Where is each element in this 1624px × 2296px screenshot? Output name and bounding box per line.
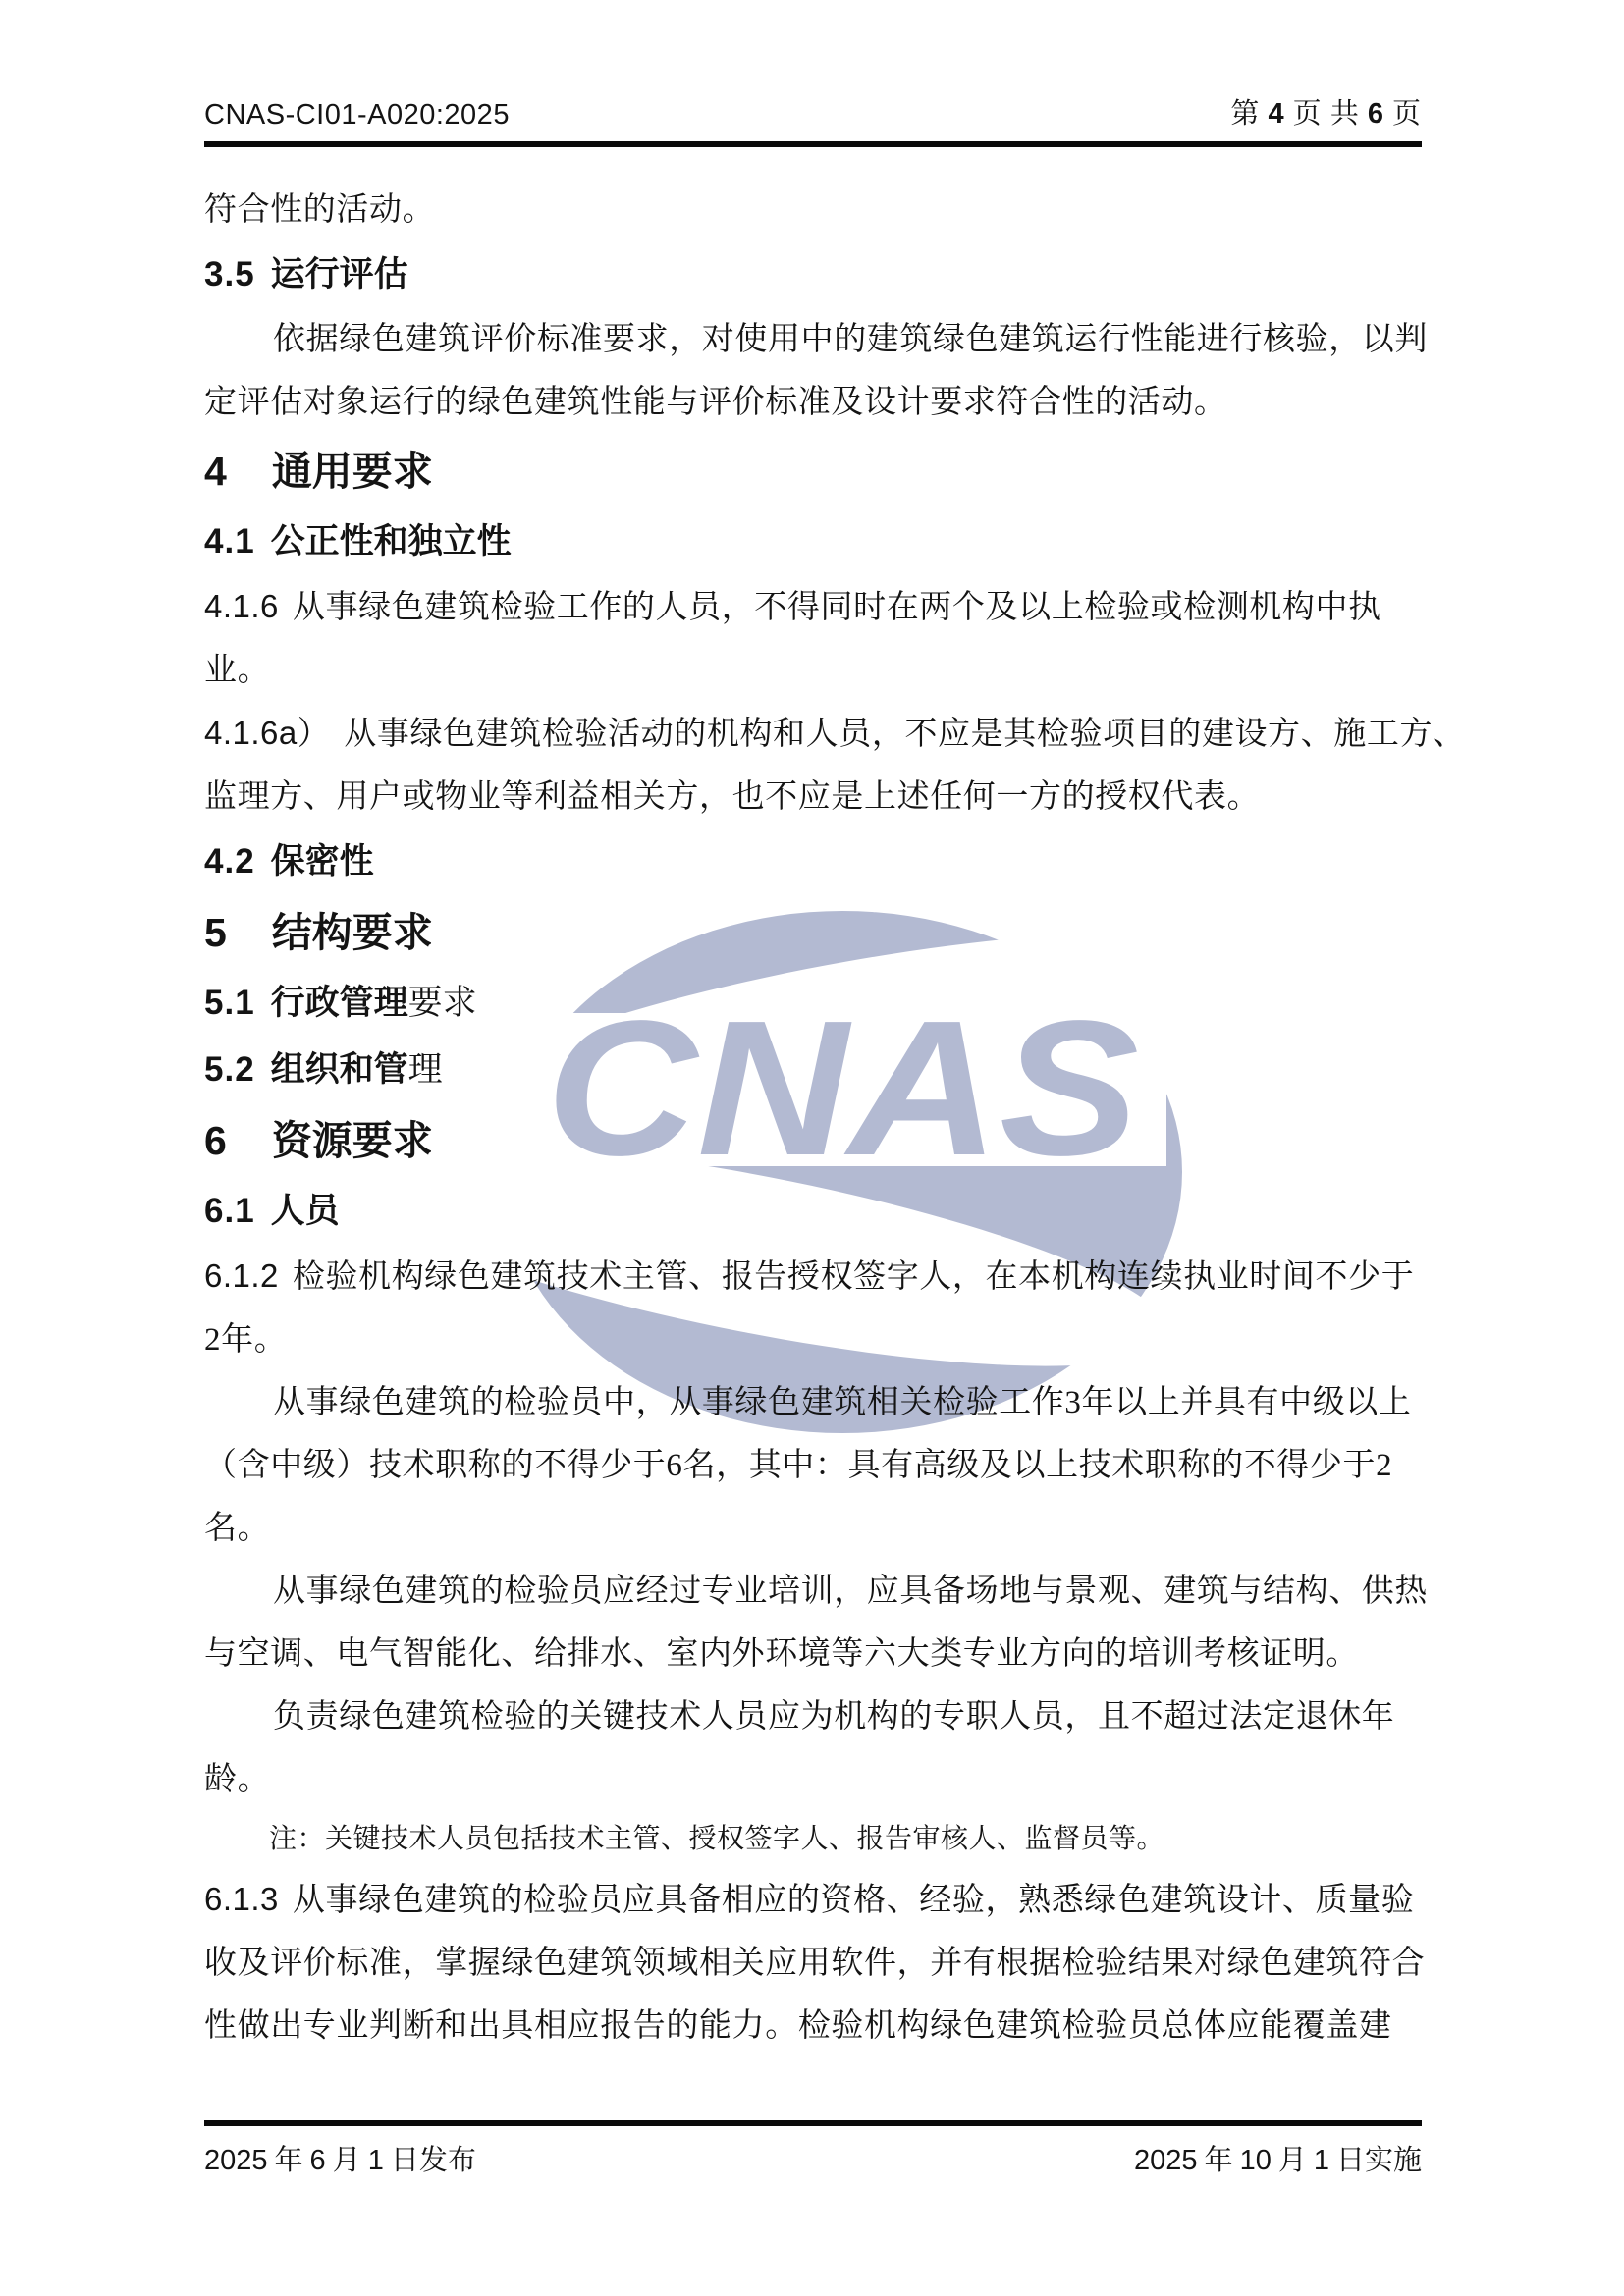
paragraph-line — [204, 1245, 1422, 1308]
clause-number: 6.1.3 — [204, 1881, 279, 1917]
clause-number: 4 — [204, 449, 227, 494]
document-body — [204, 179, 1466, 2057]
heading-text-light: 理 — [407, 1050, 443, 1089]
subsection-heading-6-1 — [204, 1178, 1422, 1245]
paragraph-line: 从事绿色建筑的检验员应经过专业培训，应具备场地与景观、建筑与结构、供热 — [273, 1574, 1428, 1609]
subsection-heading-3-5 — [204, 241, 1422, 308]
clause-number: 6 — [204, 1118, 227, 1163]
heading-text: 结构要求 — [271, 910, 433, 955]
clause-number: 5.1 — [204, 984, 255, 1022]
paragraph-line: 定评估对象运行的绿色建筑性能与评价标准及设计要求符合性的活动。 — [204, 385, 1227, 420]
page-label-mid: 页 共 — [1292, 98, 1360, 130]
paragraph-line: 名。 — [204, 1511, 271, 1546]
issue-month-label: 月 — [332, 2145, 361, 2176]
clause-number: 6.1.2 — [204, 1257, 279, 1294]
paragraph-line: 与空调、电气智能化、给排水、室内外环境等六大类专业方向的培训考核证明。 — [204, 1636, 1359, 1672]
paragraph-line: 业。 — [204, 653, 271, 688]
paragraph-line: 性做出专业判断和出具相应报告的能力。检验机构绿色建筑检验员总体应能覆盖建 — [204, 2008, 1392, 2044]
section-heading-5 — [204, 895, 1422, 970]
paragraph-line: 监理方、用户或物业等利益相关方，也不应是上述任何一方的授权代表。 — [204, 779, 1261, 815]
subsection-heading-5-1 — [204, 970, 1422, 1037]
heading-text: 运行评估 — [270, 255, 408, 294]
paragraph-text: 从事绿色建筑的检验员应具备相应的资格、经验，熟悉绿色建筑设计、质量验 — [292, 1883, 1415, 1918]
note-line: 注：关键技术人员包括技术主管、授权签字人、报告审核人、监督员等。 — [269, 1824, 1165, 1854]
page-indicator — [1230, 91, 1422, 132]
current-page-number: 4 — [1268, 98, 1285, 130]
paragraph-line: 依据绿色建筑评价标准要求，对使用中的建筑绿色建筑运行性能进行核验，以判 — [273, 322, 1428, 357]
page-label-suffix: 页 — [1391, 98, 1422, 130]
issue-month: 6 — [309, 2145, 326, 2176]
clause-number: 4.2 — [204, 842, 255, 881]
implement-year-label: 年 — [1204, 2145, 1233, 2176]
subsection-heading-4-2 — [204, 828, 1422, 895]
paragraph-line: 龄。 — [204, 1762, 271, 1797]
heading-text: 通用要求 — [271, 449, 433, 494]
paragraph-line: 从事绿色建筑的检验员中，从事绿色建筑相关检验工作3年以上并具有中级以上 — [273, 1385, 1412, 1420]
issue-day-label: 日发布 — [390, 2145, 476, 2176]
paragraph-line — [204, 1868, 1422, 1932]
issue-year: 2025 — [204, 2145, 268, 2176]
subsection-heading-5-2 — [204, 1037, 1422, 1103]
issue-date — [204, 2138, 476, 2178]
heading-text-light: 要求 — [407, 984, 477, 1022]
clause-number: 6.1 — [204, 1192, 255, 1230]
paragraph-text: 检验机构绿色建筑技术主管、报告授权签字人，在本机构连续执业时间不少于 — [292, 1259, 1415, 1295]
heading-text: 资源要求 — [271, 1118, 433, 1163]
paragraph-text: 从事绿色建筑检验活动的机构和人员，不应是其检验项目的建设方、施工方、 — [344, 717, 1466, 752]
paragraph-line: （含中级）技术职称的不得少于6名，其中：具有高级及以上技术职称的不得少于2 — [204, 1448, 1393, 1483]
heading-text: 保密性 — [270, 842, 374, 881]
clause-number: 4.1 — [204, 522, 255, 561]
watermark-cnas-text: CNAS — [546, 981, 1139, 1196]
clause-number: 4.1.6 — [204, 588, 279, 624]
subsection-heading-4-1 — [204, 508, 1422, 575]
paragraph-line — [204, 575, 1422, 639]
heading-text: 组织和管 — [270, 1050, 408, 1089]
implement-month: 10 — [1239, 2145, 1272, 2176]
paragraph-line: 符合性的活动。 — [204, 192, 436, 228]
issue-day: 1 — [367, 2145, 384, 2176]
implement-day: 1 — [1313, 2145, 1329, 2176]
paragraph-line: 2年。 — [204, 1322, 288, 1358]
implement-month-label: 月 — [1277, 2145, 1307, 2176]
total-page-number: 6 — [1367, 98, 1384, 130]
paragraph-line: 收及评价标准，掌握绿色建筑领域相关应用软件，并有根据检验结果对绿色建筑符合 — [204, 1946, 1426, 1981]
clause-number: 5 — [204, 910, 227, 955]
paragraph-text: 从事绿色建筑检验工作的人员，不得同时在两个及以上检验或检测机构中执 — [292, 590, 1381, 625]
section-heading-4 — [204, 434, 1422, 508]
paragraph-line: 负责绿色建筑检验的关键技术人员应为机构的专职人员，且不超过法定退休年 — [273, 1699, 1395, 1735]
section-heading-6 — [204, 1103, 1422, 1178]
heading-text: 人员 — [270, 1192, 340, 1230]
clause-number: 4.1.6a） — [204, 715, 331, 751]
page-label-prefix: 第 — [1230, 98, 1261, 130]
doc-code: CNAS-CI01-A020:2025 — [204, 99, 510, 131]
implement-year: 2025 — [1134, 2145, 1198, 2176]
page-header — [204, 0, 1422, 147]
clause-number: 3.5 — [204, 255, 255, 294]
implement-day-label: 日实施 — [1335, 2145, 1422, 2176]
clause-number: 5.2 — [204, 1050, 255, 1089]
issue-year-label: 年 — [274, 2145, 303, 2176]
implementation-date — [1134, 2138, 1422, 2178]
paragraph-line — [204, 702, 1466, 766]
heading-text: 行政管理 — [270, 984, 408, 1022]
heading-text: 公正性和独立性 — [270, 522, 512, 561]
page-footer — [204, 2120, 1422, 2178]
